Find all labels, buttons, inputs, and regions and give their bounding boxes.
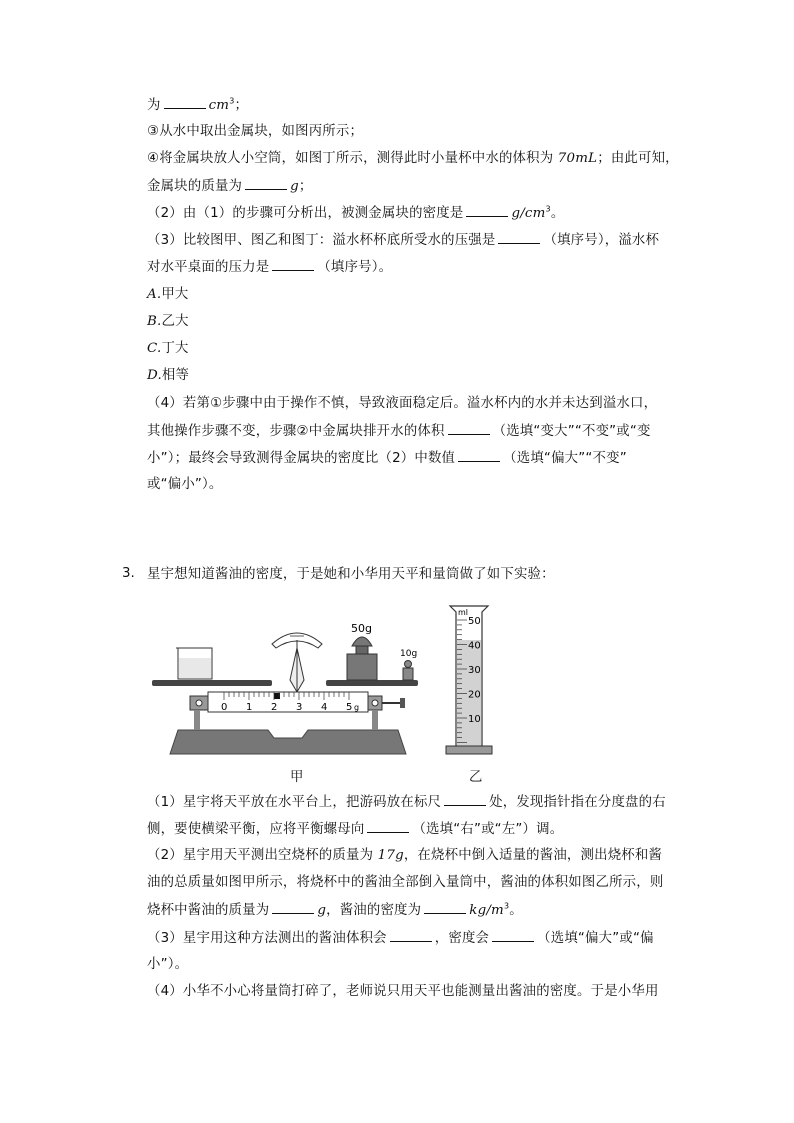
option-c: C.丁大 bbox=[147, 341, 189, 356]
cylinder-unit: ml bbox=[458, 608, 469, 617]
weight-10g-label: 10g bbox=[400, 649, 418, 659]
cylinder-tick-label: 30 bbox=[468, 665, 481, 676]
answer-blank[interactable] bbox=[498, 231, 540, 244]
balance-and-cylinder-figure bbox=[150, 596, 500, 786]
text-line: 其他操作步骤不变，步骤②中金属块排开水的体积 （选填“变大”“不变”或“变 bbox=[147, 424, 651, 439]
left-pan bbox=[152, 680, 272, 686]
beaker-icon bbox=[176, 648, 212, 679]
cylinder-tick-label: 20 bbox=[468, 689, 481, 701]
text-line: （2）星宇用天平测出空烧杯的质量为 17g，在烧杯中倒入适量的酱油，测出烧杯和酱 bbox=[147, 848, 663, 863]
caption-jia: 甲 bbox=[290, 770, 304, 785]
text-line: ③从水中取出金属块，如图丙所示； bbox=[147, 124, 364, 139]
option-b: B.乙大 bbox=[147, 314, 189, 329]
text-line: （4）小华不小心将量筒打碎了，老师说只用天平也能测量出酱油的密度。于是小华用 bbox=[147, 984, 659, 999]
answer-blank[interactable] bbox=[164, 96, 206, 109]
weight-50g bbox=[347, 637, 377, 680]
text-line: （3）比较图甲、图乙和图丁：溢水杯杯底所受水的压强是 （填序号），溢水杯 bbox=[147, 233, 660, 248]
option-a: A.甲大 bbox=[147, 287, 189, 302]
text-line: （4）若第①步骤中由于操作不慎，导致液面稳定后。溢水杯内的水并未达到溢水口， bbox=[147, 396, 658, 411]
text-line: 小”）；最终会导致测得金属块的密度比（2）中数值 （选填“偏大”“不变” bbox=[147, 451, 627, 466]
text-line: 金属块的质量为 g； bbox=[147, 179, 313, 194]
scale-tick-label: 0 bbox=[221, 702, 228, 713]
answer-blank[interactable] bbox=[466, 204, 508, 217]
scale-tick-label: 2 bbox=[271, 702, 278, 713]
graduated-cylinder bbox=[446, 606, 492, 754]
answer-blank[interactable] bbox=[245, 177, 287, 190]
cylinder-tick-label: 10 bbox=[468, 714, 481, 725]
answer-blank[interactable] bbox=[390, 929, 432, 942]
right-pan bbox=[326, 680, 418, 686]
balance-pointer bbox=[272, 633, 322, 692]
question-intro: 星宇想知道酱油的密度，于是她和小华用天平和量筒做了如下实验： bbox=[147, 567, 555, 582]
text-line: ④将金属块放人小空筒，如图丁所示，测得此时小量杯中水的体积为 70mL；由此可知， bbox=[147, 151, 679, 166]
text-line: （2）由（1）的步骤可分析出，被测金属块的密度是 $g/cm^3$。 bbox=[147, 204, 565, 221]
text-line: 侧，要使横梁平衡，应将平衡螺母向 （选填“右”或“左”）调。 bbox=[147, 822, 564, 837]
text-line: 或“偏小”）。 bbox=[147, 477, 223, 492]
text-line: 为 $cm^3$； bbox=[147, 96, 249, 113]
scale-tick-label: 5 bbox=[346, 702, 353, 713]
caption-yi: 乙 bbox=[469, 770, 483, 785]
answer-blank[interactable] bbox=[444, 793, 486, 806]
answer-blank[interactable] bbox=[448, 422, 490, 435]
cylinder-tick-label: 50 bbox=[468, 616, 481, 627]
answer-blank[interactable] bbox=[458, 449, 500, 462]
answer-blank[interactable] bbox=[424, 901, 466, 914]
cylinder-tick-label: 40 bbox=[468, 640, 481, 652]
scale-tick-label: 4 bbox=[321, 702, 328, 713]
answer-blank[interactable] bbox=[272, 258, 314, 271]
scale-tick-label: 3 bbox=[296, 702, 303, 713]
scale-unit: g bbox=[354, 703, 360, 712]
text-line: 小”）。 bbox=[147, 957, 189, 972]
answer-blank[interactable] bbox=[272, 901, 314, 914]
answer-blank[interactable] bbox=[492, 929, 534, 942]
text-line: 油的总质量如图甲所示，将烧杯中的酱油全部倒入量筒中，酱油的体积如图乙所示，则 bbox=[147, 875, 664, 890]
text-line: 烧杯中酱油的质量为 g，酱油的密度为 $kg/m^3$。 bbox=[147, 901, 523, 918]
question-number: 3. bbox=[122, 566, 135, 581]
option-d: D.相等 bbox=[147, 368, 190, 383]
text-line: 对水平桌面的压力是 （填序号）。 bbox=[147, 260, 393, 275]
weight-50g-label: 50g bbox=[351, 622, 372, 635]
balance-base bbox=[170, 730, 406, 754]
answer-blank[interactable] bbox=[367, 820, 409, 833]
scale-tick-label: 1 bbox=[246, 702, 253, 713]
text-line: （3）星宇用这种方法测出的酱油体积会 ，密度会 （选填“偏大”或“偏 bbox=[147, 931, 654, 946]
weight-10g bbox=[403, 661, 413, 681]
text-line: （1）星宇将天平放在水平台上，把游码放在标尺 处，发现指针指在分度盘的右 bbox=[147, 795, 666, 810]
